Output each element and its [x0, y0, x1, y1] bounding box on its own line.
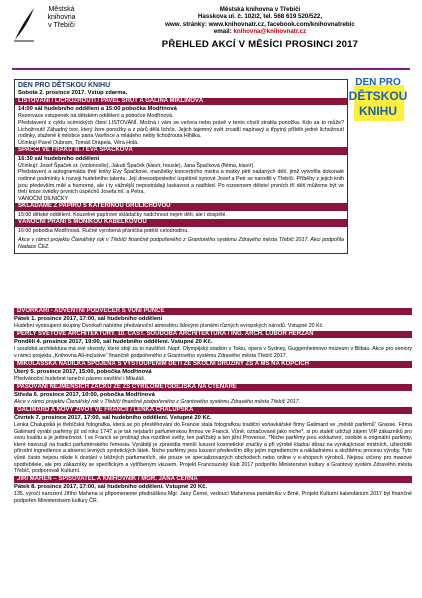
event-title-bar: PERLY SVĚTOVÉ ARCHITEKTURY. 10. ČÁST. SOUDOBÁ ARCHITEKTURA / ING. ARCH. LUBOR HERZÁN	[14, 331, 412, 338]
event-when: 15:00 dětské oddělení. Kouzelné papírové skládačky nadchnout nejen děti, ale i dospělé.	[18, 211, 227, 218]
event-text: Představení a autogramiáda třetí knihy Evy Špačkové, manželky koncertního mistra a matky pětí nadaných dětí, jimž vytvořila dokonalé rodinné podmínky k rozvoji hudebního talentu. Její dnesodposlední úspěšně synové Josef a Petr se narodili v Třebíči. Příběhy z jejich knih jsou především milé a humorné, ale i ty vážnější nepostrádají laskavost a nadhled. Po rozvernem dětství prvních tří dětí můžeme být ve třetí knize svědky prvních úspěchů Josefa ml. a Petra.	[18, 169, 344, 196]
logo-text	[34, 6, 89, 30]
header-divider	[12, 68, 410, 70]
event-title-bar: VÁNOČNÍ PŘÁNÍ S MONIKOU KABELKOVOU	[15, 219, 347, 226]
email-line	[110, 28, 410, 35]
event-title-bar: SKLÁDÁME Z PAPÍRU S KATEŘINOU GRULICHOVOU	[15, 203, 347, 210]
event-text: Představení z cyklu scénických čtení LISTOVÁNÍ. Možná i vám se večera nebo právě v tento chvíli ztratila ponožka. Kdo za to může? Lichožrouti! Záhadný tvor, který žere ponožky a z párů dělá lichče. Jejich tajemný svět zrcadlí napínavý a třpytný příběh jedné lichožroutí rodinky, stažené k milobce pana Vavřince a mládeho nebly lichožrouta Hihlika.	[18, 120, 344, 140]
event-when: Pátek 1. prosince 2017, 17:00, sál hudebního oddělení	[14, 316, 163, 323]
sticker-line: DEN PRO	[355, 77, 401, 88]
event-subheading: VÁNOČNÍ DÍLNIČKY	[18, 195, 69, 202]
logo-line: v Třebíči	[48, 22, 75, 29]
event-title-bar: JIŘÍ MAHEN – SPISOVATEL A KNIHOVNÍK / MGR. JANA ČERNÁ	[14, 476, 412, 483]
event-text: Účinkují: Josef Špaček st. (violoncello), Jakub Špaček (klavír, housle), Jana Špačková (flétna, klavír).	[18, 162, 255, 169]
web-links[interactable]: www. stránky: www.knihovnatr.cz, facebook.com/knihovnatrebic	[165, 20, 355, 28]
page-title: PŘEHLED AKCÍ V MĚSÍCI PROSINCI 2017	[161, 38, 359, 50]
org-name: Městská knihovna v Třebíči	[219, 6, 301, 13]
section-title: DEN PRO DĚTSKOU KNIHU	[18, 82, 111, 89]
email-link[interactable]: knihovna@knihovnatr.cz	[233, 28, 307, 36]
event-when: 14:00 sál hudebního oddělení a 15:00 pobočka Modřínová	[18, 106, 177, 113]
event-text: Akce v rámci projektu Čtenářský rok v Třebíči finančně podpořeného z Grantového systému Zdravého města Třebíč 2017.	[14, 399, 301, 405]
event-text: Účinkují Pavel Oubram, Tomáš Drápela, Věra Holá.	[18, 139, 139, 146]
address: Hasskova ul. č. 102/2, tel. 568 619 520/522,	[197, 13, 323, 21]
event-text: 135. výročí narození Jiřího Mahena si připomeneme přednáškou Mgr. Jany Černé, vedoucí Mahenova památníku v Brně. Projekt Kulturní kalendárium 2017 byl finančně podpořen Ministerstvem kultury ČR.	[14, 491, 412, 504]
quill-icon	[12, 6, 36, 42]
event-when: Středa 6. prosince 2017, 10:00, pobočka Modřínová	[14, 392, 155, 398]
event-when: 16:00 pobočka Modřínová. Ručně vyrobená přáníčka potěší celoúrodinu.	[18, 227, 189, 234]
children-book-day-sticker	[349, 76, 407, 124]
event-when: Pondělí 4. prosince 2017, 19:00, sál hudebního oddělení. Vstupné 20 Kč.	[14, 339, 213, 346]
sticker-line: DĚTSKOU	[349, 89, 407, 103]
event-title-bar: GALIMARD A NOVÝ ŽIVOT VE FRANCII / LENKA CHALUPSKÁ	[14, 407, 412, 414]
event-program	[14, 307, 412, 504]
event-when: Čtvrtek 7. prosince 2017, 17:00, sál hudebního oddělení. Vstupné 20 Kč.	[14, 415, 212, 421]
event-title-bar: PASOVÁNÍ NEJMENŠÍCH ŽÁČKŮ ZE ZŠ CYRILOMETODĚJSKÁ NA ČTENÁŘE	[14, 384, 412, 391]
event-when: Pátek 8. prosince 2017, 17:00, sál hudebního oddělení. Vstupné 20 Kč.	[14, 484, 207, 491]
event-title-bar: ŠPAČCI VE FRAKU III. / EVA ŠPAČKOVÁ	[15, 147, 347, 154]
event-title-bar: MIKULÁŠSKÁ NADÍLKA SPOJENÁ S VYSTOUPENÍM DĚTÍ ZE ŠKOLNÍ DRUŽINY ZŠ A MŠ NA KOPCÍCH	[14, 361, 412, 368]
email-label: email:	[213, 28, 232, 36]
event-title-bar: DVORKAŘI - ADVENTNÍ PODVEČER S VŮNÍ PUNČE	[14, 308, 412, 315]
event-text: Předvánoční hudebně taneční pásmo navštíví i Mikuláš.	[14, 376, 146, 382]
event-title-bar: LISTOVÁNÍ / LICHOŽROUTI / PAVEL ŠRUT A GALINA MIKLÍNOVÁ	[15, 98, 347, 105]
event-when: Úterý 5. prosince 2017, 15:00, pobočka Modřínová	[14, 369, 152, 375]
children-book-day-box	[14, 79, 348, 254]
section-date: Sobota 2. prosince 2017. Vstup zdarma.	[18, 90, 128, 96]
header	[110, 6, 410, 51]
event-when: 16:30 sál hudebního oddělení	[18, 155, 100, 162]
event-text: Hudební vystoupení skupiny Dvorkaři nabídne předvánoční atmosféru lidovými písněmi různých evropských národů. Vstupné 20 Kč.	[14, 323, 324, 330]
event-text: Lenka Chalupská je třebíčská fotografka, která se po přestěhování do Francie stala fotografkou tradiční voňavkářské firmy Galimard ve „městě parfémů“ Grasse. Firma Galimard vyrábí parfémy již od roku 1747 a je tak nejstarší parfumérskou firmou ve Francii. Vůně, označované jako niche*, si po staletí udržují zájem VIP zákazníků pro svou kvalitu a je jedinečnost. I ve Francii se prolínají dva rozdílné světy, ten pařížský a ten jižní Provence. *Niche parfémy jsou exkluzivní, osobité a originální parfémy, které navozují na tradici parfumérského řemesla. Vyrábějí je zpravidla menší luxusní kosmetické značky a při výrobě kladou důraz na vynikajícnost místních, užlechtilé přírodní ingredience a absenci levných syntetických látek. Niche parfémy jsou luxusní především díky jejím ingrediencím a nákladnému a složitému procesu výroby. Tyto vůně často nejsou nikde k dostání v běžných parfumeriích, ale pouze ve specializovaných obchodech nebo online v e-shopech výrobců. Nejsou určeny pro masové spotřebitele, ale pro zákazníky se specifickým a vytříbeným vkusem. Projekt Francouzský klub 2017 podpořilo Ministerstvo kultury a Grantový systém Zdravého města Třebíč, podporovali Kulturní.	[14, 422, 412, 475]
event-text: I soudobá architektura má své skvosty, které stojí za to navštívit. Např. Olympijský stadion v Tokiu, opera v Sydney, Guggenheimovo muzeum v Bilbau. Akce pro seniory v rámci projektu „Knihovna All-inclusive“ finančně podpořeného z Grantového systému Zdravého města Třebíč 2017.	[14, 346, 412, 359]
section-note: Akce v rámci projektu Čtenářský rok v Třebíči finančně podpořeného z Grantového systému Zdravého města Třebíč 2017. Akci podpořila Nadace ČEZ.	[18, 237, 344, 250]
event-text: Rezervace vstupenek na dětském oddělení a pobočce Modřínová.	[18, 113, 174, 120]
logo-line: Městská	[48, 6, 75, 13]
sticker-line: KNIHU	[359, 104, 397, 118]
logo-line: knihovna	[47, 14, 76, 21]
